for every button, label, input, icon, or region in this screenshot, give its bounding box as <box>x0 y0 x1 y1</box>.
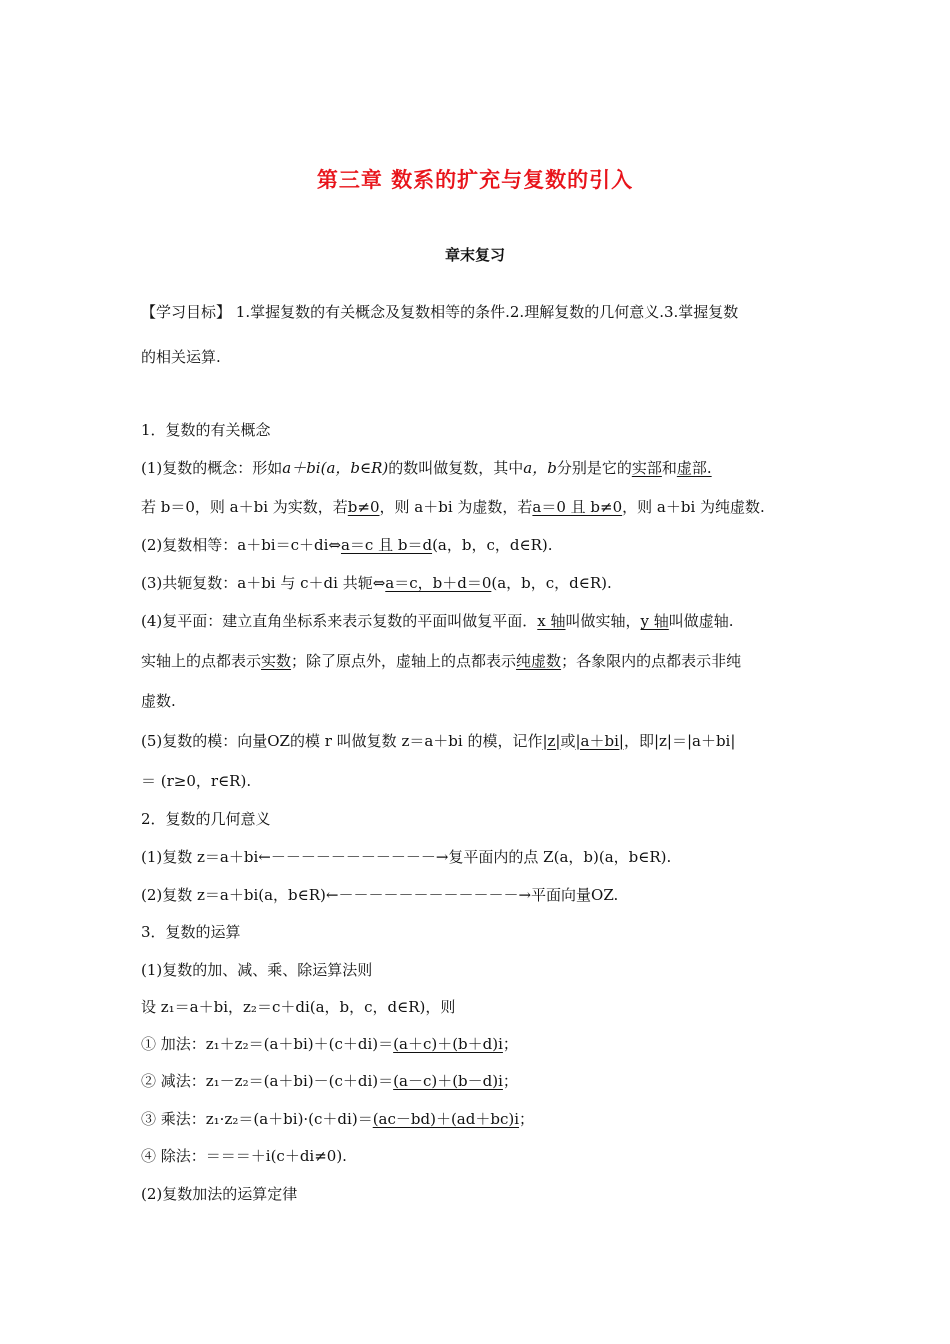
answer-pure-imaginary-condition: a＝0 且 b≠0 <box>532 498 623 516</box>
geometry-line-2: (2)复数 z＝a＋bi(a，b∈R)←－－－－－－－－－－－－→平面向量OZ. <box>141 886 619 904</box>
answer-real-number: 实数 <box>261 652 292 670</box>
multiplication-rule: ③ 乘法：z₁·z₂＝(a＋bi)·(c＋di)＝(ac－bd)＋(ad＋bc)i； <box>141 1110 535 1128</box>
geometry-line-1: (1)复数 z＝a＋bi←－－－－－－－－－－－→复平面内的点 Z(a，b)(a，b∈R). <box>141 848 672 866</box>
chapter-title: 第三章 数系的扩充与复数的引入 <box>316 168 634 192</box>
division-rule: ④ 除法：＝＝＝＋i(c＋di≠0). <box>141 1147 347 1165</box>
conjugate-line: (3)共轭复数：a＋bi 与 c＋di 共轭⇔a＝c，b＋d＝0(a，b，c，d∈R). <box>141 574 612 592</box>
learning-goals-text: 1.掌握复数的有关概念及复数相等的条件.2.理解复数的几何意义.3.掌握复数 <box>235 303 739 321</box>
learning-goals-label: 【学习目标】 <box>141 303 232 321</box>
equality-line: (2)复数相等：a＋bi＝c＋di⇔a＝c 且 b＝d(a，b，c，d∈R). <box>141 536 553 554</box>
concept-line-1: (1)复数的概念：形如a＋bi(a，b∈R)的数叫做复数，其中a，b分别是它的实部和虚部. <box>141 459 712 477</box>
modulus-line-2: ＝ (r≥0，r∈R). <box>141 772 252 790</box>
complex-plane-line-2: 实轴上的点都表示实数；除了原点外，虚轴上的点都表示纯虚数；各象限内的点都表示非纯 <box>141 652 742 670</box>
answer-x-axis: x 轴 <box>537 612 566 630</box>
addition-laws-subheading: (2)复数加法的运算定律 <box>141 1185 298 1203</box>
section-1-heading: 1．复数的有关概念 <box>141 421 271 439</box>
section-3-heading: 3．复数的运算 <box>141 923 241 941</box>
answer-conjugate: a＝c，b＋d＝0 <box>385 574 492 592</box>
answer-imaginary-part: 虚部. <box>676 459 712 477</box>
complex-plane-line-1: (4)复平面：建立直角坐标系来表示复数的平面叫做复平面．x 轴叫做实轴，y 轴叫做虚轴. <box>141 612 734 630</box>
answer-equality: a＝c 且 b＝d <box>340 536 433 554</box>
section-subtitle: 章末复习 <box>444 246 505 264</box>
section-2-heading: 2．复数的几何意义 <box>141 810 271 828</box>
concept-line-2: 若 b＝0，则 a＋bi 为实数，若b≠0，则 a＋bi 为虚数，若a＝0 且 b≠0，则 a＋bi 为纯虚数. <box>141 498 765 516</box>
answer-subtraction: (a－c)＋(b－d)i <box>393 1072 503 1090</box>
answer-pure-imaginary: 纯虚数 <box>516 652 562 670</box>
modulus-line-1: (5)复数的模：向量OZ的模 r 叫做复数 z＝a＋bi 的模，记作|z|或|a＋bi|，即|z|＝|a＋bi| <box>141 732 736 750</box>
operations-setup: 设 z₁＝a＋bi，z₂＝c＋di(a，b，c，d∈R)，则 <box>141 998 456 1016</box>
learning-goals-line-1 <box>141 302 821 322</box>
answer-addition: (a＋c)＋(b＋d)i <box>393 1035 503 1053</box>
subtraction-rule: ② 减法：z₁－z₂＝(a＋bi)－(c＋di)＝(a－c)＋(b－d)i； <box>141 1072 518 1090</box>
answer-b-nonzero: b≠0 <box>347 498 380 516</box>
answer-multiplication: (ac－bd)＋(ad＋bc)i <box>372 1110 520 1128</box>
operations-subheading: (1)复数的加、减、乘、除运算法则 <box>141 961 373 979</box>
answer-modulus-z: |z| <box>542 732 561 750</box>
addition-rule: ① 加法：z₁＋z₂＝(a＋bi)＋(c＋di)＝(a＋c)＋(b＋d)i； <box>141 1035 518 1053</box>
answer-real-part: 实部 <box>631 459 662 477</box>
complex-plane-line-3: 虚数. <box>141 692 176 710</box>
learning-goals-line-2: 的相关运算. <box>141 348 221 366</box>
answer-y-axis: y 轴 <box>640 612 669 630</box>
answer-modulus-abi: |a＋bi| <box>575 732 624 750</box>
